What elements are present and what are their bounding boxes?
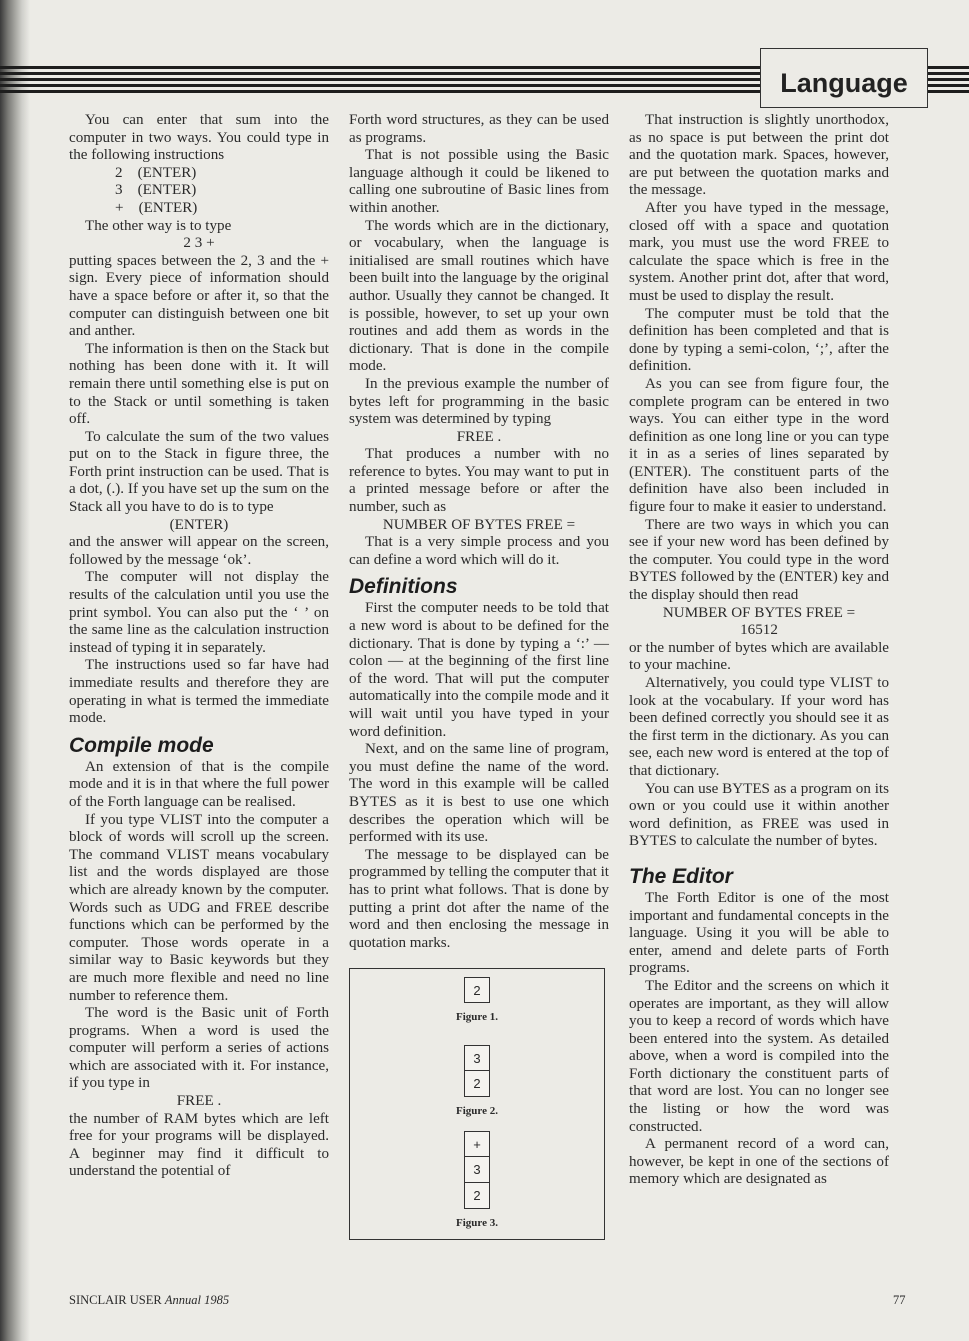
stack-cell: 2 — [464, 977, 490, 1003]
code-line: FREE . — [176, 1093, 222, 1110]
paragraph: That is not possible using the Basic language although it could be likened to calling one subroutine of Basic lines from within another. — [349, 147, 609, 216]
paragraph: A permanent record of a word can, however, be kept in one of the sections of memory which are designated as — [629, 1136, 889, 1188]
paragraph: That instruction is slightly unorthodox, as no space is put between the print dot and the quotation mark. Spaces, however, are put between the quotation marks and the message. — [629, 112, 889, 199]
heading-compile-mode: Compile mode — [69, 733, 214, 757]
paragraph: The word is the Basic unit of Forth programs. When a word is used the computer will perform a series of actions which are associated with it. For instance, if you type in — [69, 1005, 329, 1092]
heading-the-editor: The Editor — [629, 864, 733, 888]
paragraph: First the computer needs to be told that a new word is about to be defined for the dictionary. That is done by typing a ‘:’ — colon — at the beginning of the first line of the word. That will put the computer automatically into the compile mode and it will wait until you have typed in your word definition. — [349, 600, 609, 740]
paragraph: To calculate the sum of the two values put on to the Stack in figure three, the Forth print instruction can be used. That is a dot, (.). If you have set up the sum on the Stack all you have to do is to type — [69, 428, 329, 516]
page-number: 77 — [893, 1293, 906, 1307]
figure-3 — [350, 1131, 604, 1233]
code-line: + (ENTER) — [115, 199, 198, 216]
paragraph: The Editor and the screens on which it operates are important, as they will allow you to keep a record of words which have been entered into the system. As detailed above, when a word is compiled into the Forth dictionary the constituent parts of that word are lost. You can no longer see the listing or how the word was constructed. — [629, 977, 889, 1135]
paragraph: The Forth Editor is one of the most important and fundamental concepts in the language. Using it you will be able to enter, amend and delete parts of Forth programs. — [629, 889, 889, 977]
paragraph: or the number of bytes which are available to your machine. — [629, 639, 889, 674]
paragraph: The instructions used so far have had immediate results and therefore they are operating in what is termed the immediate mode. — [69, 657, 329, 727]
publication-annual: Annual 1985 — [164, 1293, 230, 1307]
paragraph: In the previous example the number of bytes left for programming in the basic system was determined by typing — [349, 375, 609, 428]
text-column-1 — [69, 112, 329, 1181]
paragraph: The words which are in the dictionary, or vocabulary, when the language is initialised are small routines which have been built into the language by the original author. Usually they cannot be changed. It is possible, however, to set up your own routines and add them as words in the dictionary. That is done in the compile mode. — [349, 217, 609, 375]
code-line: NUMBER OF BYTES FREE = — [662, 604, 856, 621]
paragraph: After you have typed in the message, closed off with a space and quotation mark, you must use the word FREE to calculate the space which is free in the system. Another print dot, after that word, must be used to display the result. — [629, 199, 889, 304]
code-line: 2 3 + — [183, 235, 215, 252]
code-line: FREE . — [456, 428, 502, 445]
stack-cell: 3 — [464, 1157, 490, 1183]
stack-cell: 3 — [464, 1045, 490, 1071]
text-column-3 — [629, 112, 889, 1189]
paragraph: putting spaces between the 2, 3 and the + sign. Every piece of information should have a space before or after it, so that the computer can distinguish between one bit and anther. — [69, 252, 329, 340]
paragraph: Next, and on the same line of program, you must define the name of the word. The word in this example will be called BYTES as it is best to use one which describes the operation which will be performed with its use. — [349, 741, 609, 846]
figure-2 — [350, 1045, 604, 1121]
stack-figures-box — [349, 968, 605, 1240]
paragraph: There are two ways in which you can see if your new word has been defined by the computer. You could type in the word BYTES followed by the (ENTER) key and the display should then read — [629, 516, 889, 604]
footer-publication — [69, 1293, 229, 1308]
paragraph: You can enter that sum into the computer in two ways. You could type in the following instructions — [69, 112, 329, 164]
heading-definitions: Definitions — [349, 575, 458, 599]
code-line: NUMBER OF BYTES FREE = — [382, 516, 576, 533]
paragraph: That is a very simple process and you can define a word which will do it. — [349, 534, 609, 568]
stack-cell: 2 — [464, 1183, 490, 1209]
paragraph: the number of RAM bytes which are left free for your programs will be displayed. A beginner may find it difficult to understand the potential of — [69, 1110, 329, 1180]
paragraph: The message to be displayed can be programmed by telling the computer that it has to print what follows. That is done by putting a print dot after the name of the word and then enclosing the message in quotation marks. — [349, 846, 609, 951]
figure-1 — [350, 977, 604, 1027]
code-line: 16512 — [740, 622, 778, 639]
section-header — [760, 48, 928, 108]
publication-name: SINCLAIR USER — [69, 1293, 162, 1307]
paragraph: Forth word structures, as they can be used as programs. — [349, 112, 609, 146]
paragraph: An extension of that is the compile mode and it is in that where the full power of the Forth language can be realised. — [69, 758, 329, 810]
stack-cell: 2 — [464, 1071, 490, 1097]
code-line: (ENTER) — [169, 516, 229, 533]
paragraph: As you can see from figure four, the complete program can be entered in two ways. You can either type in the word definition as one long line or you can type it in as a series of lines separated by (ENTER). The constituent parts of the definition have also been included in figure four to make it easier to understand. — [629, 375, 889, 516]
stack-cell: + — [464, 1131, 490, 1157]
code-line: 2 (ENTER) — [115, 164, 197, 181]
paragraph: The other way is to type — [85, 217, 232, 234]
figure-caption: Figure 1. — [456, 1011, 498, 1024]
paragraph: Alternatively, you could type VLIST to look at the vocabulary. If your word has been defined correctly you should see it as the first term in the dictionary. As you can see, each new word is entered at the top of that dictionary. — [629, 675, 889, 779]
paragraph: That produces a number with no reference to bytes. You may want to put in a printed message before or after the number, such as — [349, 446, 609, 516]
paragraph: You can use BYTES as a program on its own or you could use it within another word definition, as FREE was used in BYTES to calculate the number of bytes. — [629, 780, 889, 850]
paragraph: The computer will not display the results of the calculation until you use the print symbol. You can also put the ‘ ’ on the same line as the calculation instruction instead of typing it in separately. — [69, 569, 329, 656]
figure-caption: Figure 3. — [456, 1217, 498, 1230]
code-line: 3 (ENTER) — [115, 182, 197, 199]
section-title: Language — [780, 68, 908, 98]
figure-caption: Figure 2. — [456, 1105, 498, 1118]
text-column-2 — [349, 112, 609, 1240]
paragraph: and the answer will appear on the screen, followed by the message ‘ok’. — [69, 534, 329, 568]
paragraph: If you type VLIST into the computer a block of words will scroll up the screen. The command VLIST means vocabulary list and the words displayed are those which are already known by the computer. Words such as UDG and FREE describe functions which can be performed by the computer. Those words operate in a similar way to Basic keywords but they are much more flexible and need no line number to reference them. — [69, 811, 329, 1004]
paragraph: The computer must be told that the definition has been completed and that is done by typing a semi-colon, ‘;’, after the definition. — [629, 305, 889, 375]
paragraph: The information is then on the Stack but nothing has been done with it. It will remain there until something else is put on to the Stack or until something is taken off. — [69, 340, 329, 428]
page-binding-shadow — [0, 0, 30, 1341]
